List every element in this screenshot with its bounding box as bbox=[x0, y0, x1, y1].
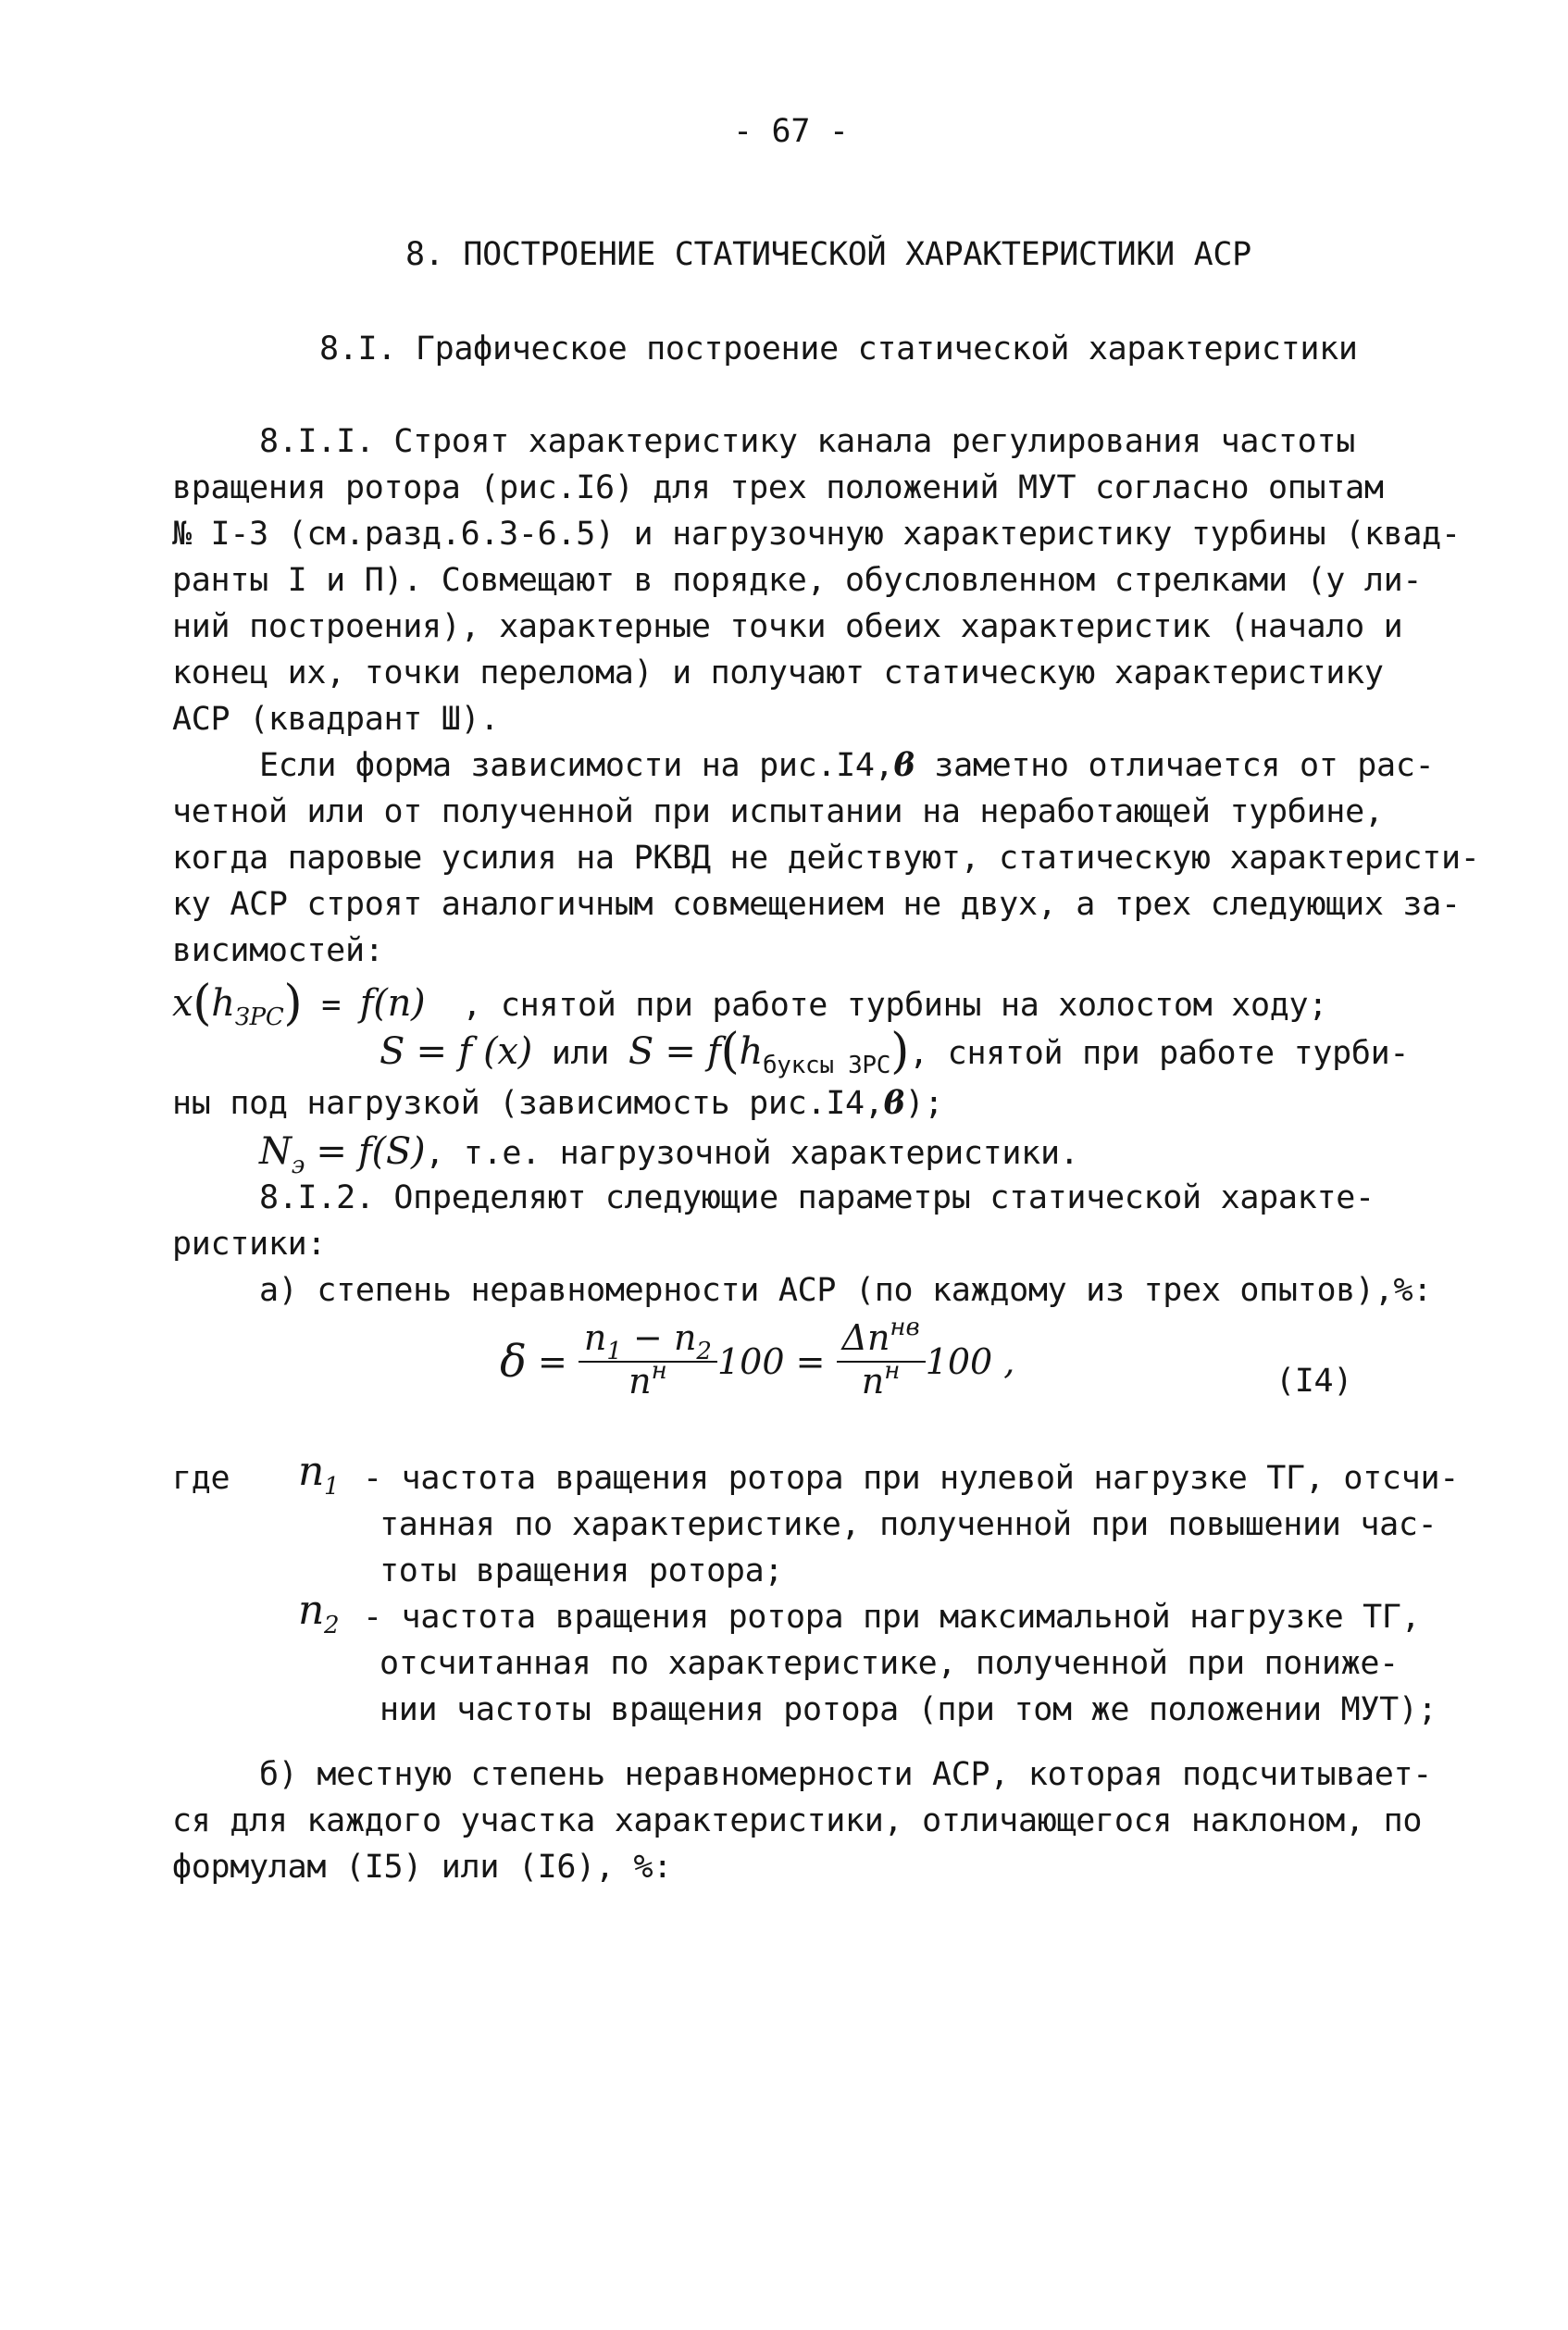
paren: ( bbox=[720, 1024, 740, 1079]
n2-def-line: отсчитанная по характеристике, полученной при пониже- bbox=[380, 1645, 1399, 1682]
n1-def-line: тоты вращения ротора; bbox=[380, 1552, 784, 1589]
var-s: S bbox=[380, 1030, 405, 1073]
equals-f: = f ( bbox=[404, 1030, 498, 1073]
item-b-line: ся для каждого участка характеристики, отличающегося наклоном, по bbox=[172, 1802, 1423, 1839]
n1-def-line: танная по характеристике, полученной при повышении час- bbox=[380, 1506, 1437, 1543]
equals: = bbox=[526, 1341, 579, 1382]
sub-2: 2 bbox=[696, 1338, 712, 1365]
var-h: h bbox=[211, 982, 235, 1025]
formula-number: (I4) bbox=[1276, 1363, 1353, 1400]
item-b-line: б) местную степень неравномерности АСР, которая подсчитывает- bbox=[259, 1756, 1433, 1793]
p-if-text: заметно отличается от рас- bbox=[915, 747, 1435, 784]
delta-symbol: δ bbox=[500, 1336, 527, 1388]
where-label: где bbox=[172, 1460, 230, 1497]
func-f: f bbox=[359, 982, 374, 1025]
var-n2: n bbox=[673, 1317, 697, 1358]
p-if-line: ку АСР строят аналогичным совмещением не двух, а трех следующих за- bbox=[172, 886, 1461, 923]
p-if-line: висимостей: bbox=[172, 932, 384, 969]
paren: ) bbox=[890, 1024, 910, 1079]
greek-b-symbol: ϐ bbox=[893, 746, 915, 784]
equals: = bbox=[784, 1341, 837, 1382]
sup-nv: нв bbox=[890, 1314, 920, 1341]
p-if-line: когда паровые усилия на РКВД не действуют, статическую характеристи- bbox=[172, 840, 1480, 877]
dependence-2-cont-end: ); bbox=[904, 1085, 944, 1122]
paren: ) bbox=[283, 976, 303, 1031]
var-h: h bbox=[739, 1030, 763, 1073]
sup-n: н bbox=[884, 1357, 901, 1385]
item-a: а) степень неравномерности АСР (по каждому из трех опытов),%: bbox=[259, 1272, 1433, 1309]
page-number: - 67 - bbox=[733, 113, 849, 150]
sub-1: 1 bbox=[606, 1338, 622, 1365]
dependence-3-text: , т.е. нагрузочной характеристики. bbox=[425, 1135, 1079, 1172]
sup-n: н bbox=[651, 1357, 667, 1385]
dependence-1-text: , снятой при работе турбины на холостом ходу; bbox=[462, 987, 1328, 1024]
delta-n: Δn bbox=[841, 1317, 890, 1358]
p811-line: АСР (квадрант Ш). bbox=[172, 701, 500, 738]
paren: ) bbox=[517, 1030, 532, 1073]
dependence-3 bbox=[259, 1131, 1079, 1177]
p811-line: конец их, точки перелома) и получают статическую характеристику bbox=[172, 654, 1384, 692]
var-n: N bbox=[259, 1130, 292, 1173]
p811-line: ний построения), характерные точки обеих характеристик (начало и bbox=[172, 608, 1403, 645]
p811-line: № I-3 (см.разд.6.3-6.5) и нагрузочную характеристику турбины (квад- bbox=[172, 516, 1461, 553]
var-n: n bbox=[298, 1587, 325, 1634]
p-if-line: четной или от полученной при испытании на неработающей турбине, bbox=[172, 793, 1384, 830]
formula-14 bbox=[500, 1314, 1015, 1404]
n2-def-line: - частота вращения ротора при максимальной нагрузке ТГ, bbox=[363, 1599, 1421, 1636]
section-title: 8. ПОСТРОЕНИЕ СТАТИЧЕСКОЙ ХАРАКТЕРИСТИКИ АСР bbox=[405, 236, 1251, 273]
var-n1: n bbox=[583, 1317, 607, 1358]
sub-e: э bbox=[291, 1152, 305, 1179]
dependence-2-cont-text: ны под нагрузкой (зависимость рис.I4, bbox=[172, 1085, 884, 1122]
n2-symbol bbox=[298, 1587, 340, 1639]
dependence-2-cont bbox=[172, 1083, 943, 1124]
equals-f: = f( bbox=[304, 1130, 386, 1173]
subsection-title: 8.I. Графическое построение статической характеристики bbox=[319, 330, 1358, 368]
or-text: или bbox=[531, 1035, 628, 1072]
p812-line: 8.I.2. Определяют следующие параметры статической характе- bbox=[259, 1179, 1375, 1216]
dependence-1: $x(h_{ЗРС}) = f(n)$ , снятой при работе турбины на холостом ходу; bbox=[172, 976, 1328, 1031]
var-n: n bbox=[298, 1448, 325, 1495]
n1-symbol bbox=[298, 1448, 340, 1501]
sub-2: 2 bbox=[324, 1612, 340, 1639]
minus: − bbox=[621, 1317, 674, 1358]
paren: ( bbox=[193, 976, 212, 1031]
var-n: n bbox=[387, 982, 412, 1025]
s-equals-f: S = f bbox=[628, 1030, 721, 1073]
var-s: S bbox=[385, 1130, 411, 1173]
p811-line: вращения ротора (рис.I6) для трех положений МУТ согласно опытам bbox=[172, 469, 1384, 506]
p-if-text: Если форма зависимости на рис.I4, bbox=[259, 747, 894, 784]
var-x: x bbox=[497, 1030, 518, 1073]
hundred: 100 , bbox=[925, 1341, 1015, 1382]
equals: = bbox=[302, 987, 360, 1024]
paren: ) bbox=[410, 1130, 426, 1173]
sub-1: 1 bbox=[324, 1473, 340, 1501]
n1-def-line: - частота вращения ротора при нулевой нагрузке ТГ, отсчи- bbox=[363, 1460, 1459, 1497]
sub-buksy: буксы ЗРС bbox=[762, 1052, 891, 1079]
fraction-2 bbox=[837, 1314, 926, 1404]
p811-line: 8.I.I. Строят характеристику канала регулирования частоты bbox=[259, 423, 1355, 460]
n2-def-line: нии частоты вращения ротора (при том же положении МУТ); bbox=[380, 1691, 1437, 1728]
item-b-line: формулам (I5) или (I6), %: bbox=[172, 1849, 673, 1886]
fraction-1 bbox=[579, 1319, 717, 1404]
dependence-2 bbox=[380, 1024, 1410, 1079]
greek-b-symbol: ϐ bbox=[883, 1084, 905, 1122]
var-n: n bbox=[628, 1361, 652, 1402]
hundred: 100 bbox=[716, 1341, 785, 1382]
p811-line: ранты I и П). Совмещают в порядке, обусловленном стрелками (у ли- bbox=[172, 562, 1423, 599]
dependence-2-text: , снятой при работе турби- bbox=[909, 1035, 1410, 1072]
p812-line: ристики: bbox=[172, 1226, 327, 1263]
var-n: n bbox=[861, 1361, 885, 1402]
sub-zrs: ЗРС bbox=[234, 1003, 284, 1031]
p-if-line bbox=[259, 745, 1434, 786]
var-x: x bbox=[172, 982, 193, 1025]
